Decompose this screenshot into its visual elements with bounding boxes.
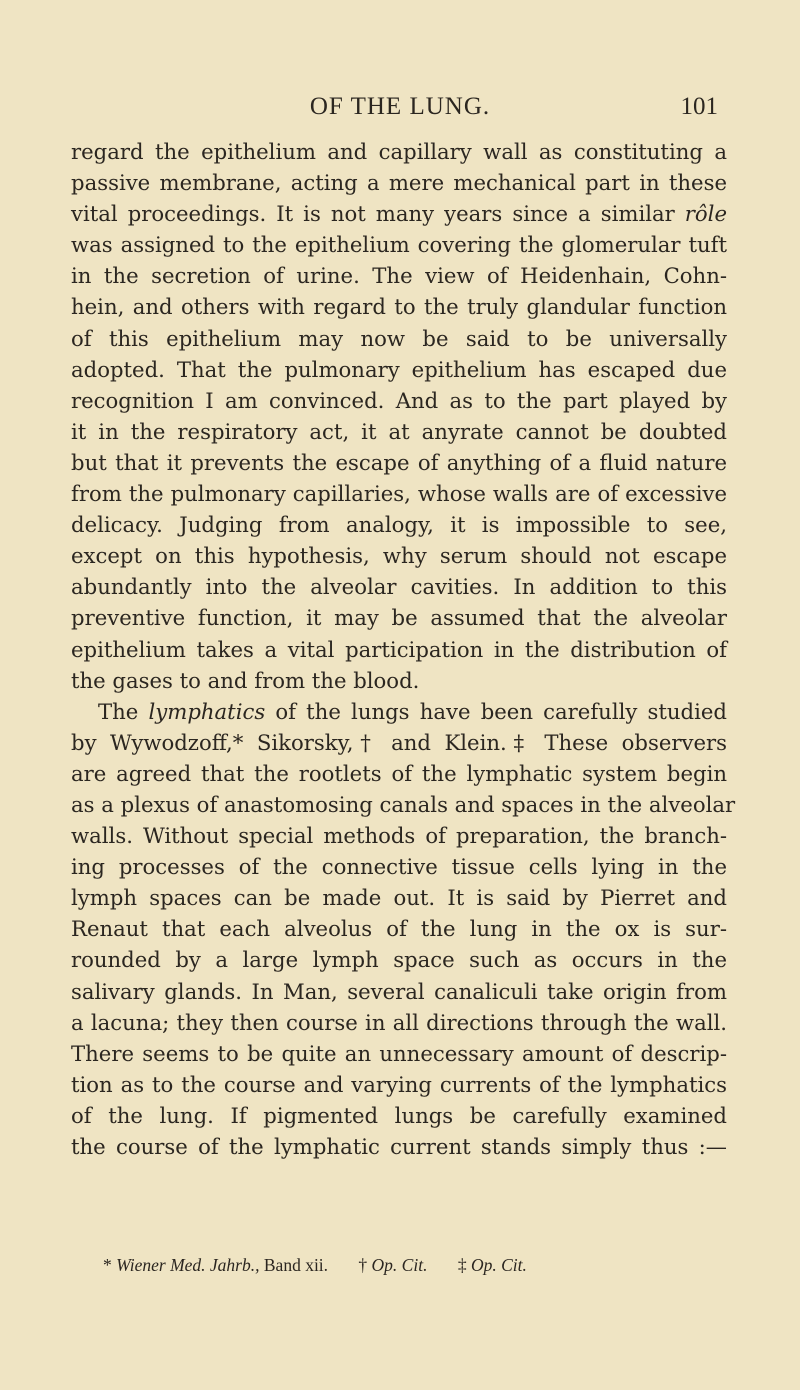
text-line: but that it prevents the escape of anything of a fluid nature	[71, 449, 727, 475]
paragraph-1	[71, 136, 727, 696]
text-line: salivary glands. In Man, several canaliculi take origin from	[71, 978, 727, 1004]
text-line: abundantly into the alveolar cavities. In addition to this	[71, 574, 727, 600]
footnote-citation: Op. Cit.	[371, 1255, 428, 1275]
footnote-citation: Op. Cit.	[470, 1255, 527, 1275]
text-line: by Wywodzoff,* Sikorsky,† and Klein.‡ These observers	[71, 729, 727, 755]
text-line: from the pulmonary capillaries, whose walls are of excessive	[71, 481, 727, 507]
footnote-detail: Band xii.	[259, 1255, 329, 1275]
body-text	[71, 136, 736, 1162]
text-line: was assigned to the epithelium covering the glomerular tuft	[71, 232, 727, 258]
text-line: Renaut that each alveolus of the lung in the ox is sur-	[71, 916, 727, 942]
text-line: rounded by a large lymph space such as occurs in the	[71, 947, 727, 973]
text-line: except on this hypothesis, why serum should not escape	[71, 543, 727, 569]
page-header	[0, 92, 800, 122]
text-line: There seems to be quite an unnecessary amount of descrip-	[71, 1040, 727, 1066]
text-fragment: of the lungs have been carefully studied	[265, 698, 727, 724]
text-line: adopted. That the pulmonary epithelium has escaped due	[71, 356, 727, 382]
text-line: regard the epithelium and capillary wall as constituting a	[71, 139, 727, 164]
footnote-citation: Wiener Med. Jahrb.,	[116, 1255, 260, 1275]
text-line: hein, and others with regard to the truly glandular function	[71, 294, 727, 320]
footnote-mark: ‡	[457, 1255, 467, 1275]
text-line: it in the respiratory act, it at anyrate cannot be doubted	[71, 418, 727, 444]
italic-word-lymphatics: lymphatics	[148, 698, 266, 724]
text-fragment: The	[98, 698, 149, 724]
text-line	[71, 696, 727, 727]
footnote-2	[358, 1253, 427, 1277]
footnote-mark: †	[358, 1255, 368, 1275]
text-line: of the lung. If pigmented lungs be carefully examined	[71, 1102, 727, 1128]
running-title: OF THE LUNG.	[309, 93, 491, 120]
text-line: recognition I am convinced. And as to the part played by	[71, 387, 727, 413]
text-line: the gases to and from the blood.	[71, 667, 420, 693]
text-line: a lacuna; they then course in all directions through the wall.	[71, 1009, 727, 1035]
footnote-mark: *	[103, 1255, 112, 1275]
text-line: preventive function, it may be assumed that the alveolar	[71, 605, 727, 631]
text-line: passive membrane, acting a mere mechanical part in these	[71, 170, 727, 196]
text-line: lymph spaces can be made out. It is said by Pierret and	[71, 885, 727, 911]
text-line: in the secretion of urine. The view of Heidenhain, Cohn-	[71, 263, 727, 289]
italic-word-role: rôle	[684, 201, 727, 227]
page-number: 101	[680, 93, 718, 120]
paragraph-2	[71, 696, 736, 1162]
text-line: ing processes of the connective tissue cells lying in the	[71, 854, 727, 880]
text-line	[71, 198, 727, 229]
text-fragment: vital proceedings. It is not many years since a similar	[71, 201, 685, 227]
footnote-1	[103, 1253, 328, 1277]
text-line: walls. Without special methods of preparation, the branch-	[71, 823, 727, 849]
footnote-3	[458, 1253, 527, 1277]
text-line: tion as to the course and varying currents of the lymphatics	[71, 1071, 727, 1097]
text-line: epithelium takes a vital participation in the distribution of	[71, 636, 727, 662]
footnotes	[103, 1253, 723, 1277]
text-line: as a plexus of anastomosing canals and spaces in the alveolar	[71, 791, 736, 817]
text-line: delicacy. Judging from analogy, it is impossible to see,	[71, 512, 727, 538]
text-line: the course of the lymphatic current stands simply thus :—	[71, 1134, 727, 1159]
text-line: of this epithelium may now be said to be universally	[71, 325, 727, 351]
text-line: are agreed that the rootlets of the lymphatic system begin	[71, 760, 727, 786]
